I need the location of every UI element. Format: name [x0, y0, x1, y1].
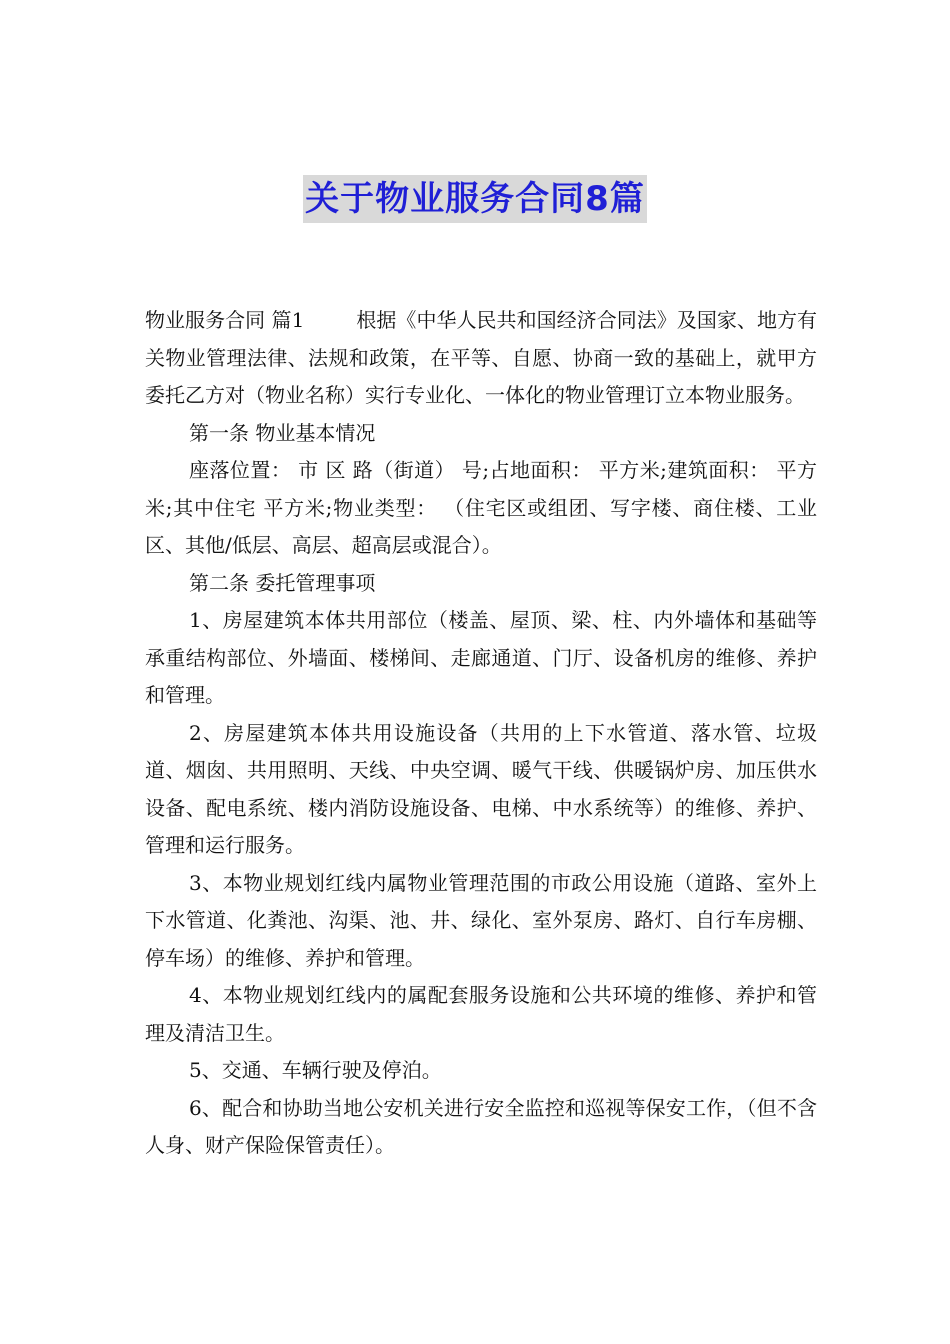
- article-heading-1: 第一条 物业基本情况: [189, 420, 376, 445]
- item-paragraph-5: 5、交通、车辆行驶及停泊。: [189, 1058, 442, 1082]
- item-paragraph-2: 2、房屋建筑本体共用设施设备（共用的上下水管道、落水管、垃圾道、烟囱、共用照明、天线、中央空调、暖气干线、供暖锅炉房、加压供水设备、配电系统、楼内消防设施设备、电梯、中水系统等）的维修、养护、管理和运行服务。: [145, 720, 817, 857]
- document-title-block: [0, 175, 950, 223]
- item-paragraph-1: 1、房屋建筑本体共用部位（楼盖、屋顶、梁、柱、内外墙体和基础等承重结构部位、外墙面、楼梯间、走廊通道、门厅、设备机房的维修、养护和管理。: [145, 608, 817, 707]
- intro-paragraph: [145, 302, 817, 415]
- location-paragraph: 座落位置： 市 区 路（街道） 号;占地面积： 平方米;建筑面积： 平方米;其中住宅 平方米;物业类型： （住宅区或组团、写字楼、商住楼、工业区、其他/低层、高层、超高层或混合）。: [145, 458, 817, 557]
- item-paragraph-4: 4、本物业规划红线内的属配套服务设施和公共环境的维修、养护和管理及清洁卫生。: [145, 983, 817, 1045]
- document-title: 关于物业服务合同8篇: [303, 175, 647, 223]
- item-paragraph-6: 6、配合和协助当地公安机关进行安全监控和巡视等保安工作，（但不含人身、财产保险保管责任）。: [145, 1095, 817, 1157]
- document-body: [145, 302, 817, 1165]
- intro-text: 根据《中华人民共和国经济合同法》及国家、地方有关物业管理法律、法规和政策，在平等、自愿、协商一致的基础上，就甲方委托乙方对（物业名称）实行专业化、一体化的物业管理订立本物业服务。: [145, 308, 818, 407]
- article-heading-2: 第二条 委托管理事项: [189, 570, 376, 595]
- section-heading: 物业服务合同 篇1: [145, 308, 305, 332]
- item-paragraph-3: 3、本物业规划红线内属物业管理范围的市政公用设施（道路、室外上下水管道、化粪池、沟渠、池、井、绿化、室外泵房、路灯、自行车房棚、停车场）的维修、养护和管理。: [145, 870, 817, 970]
